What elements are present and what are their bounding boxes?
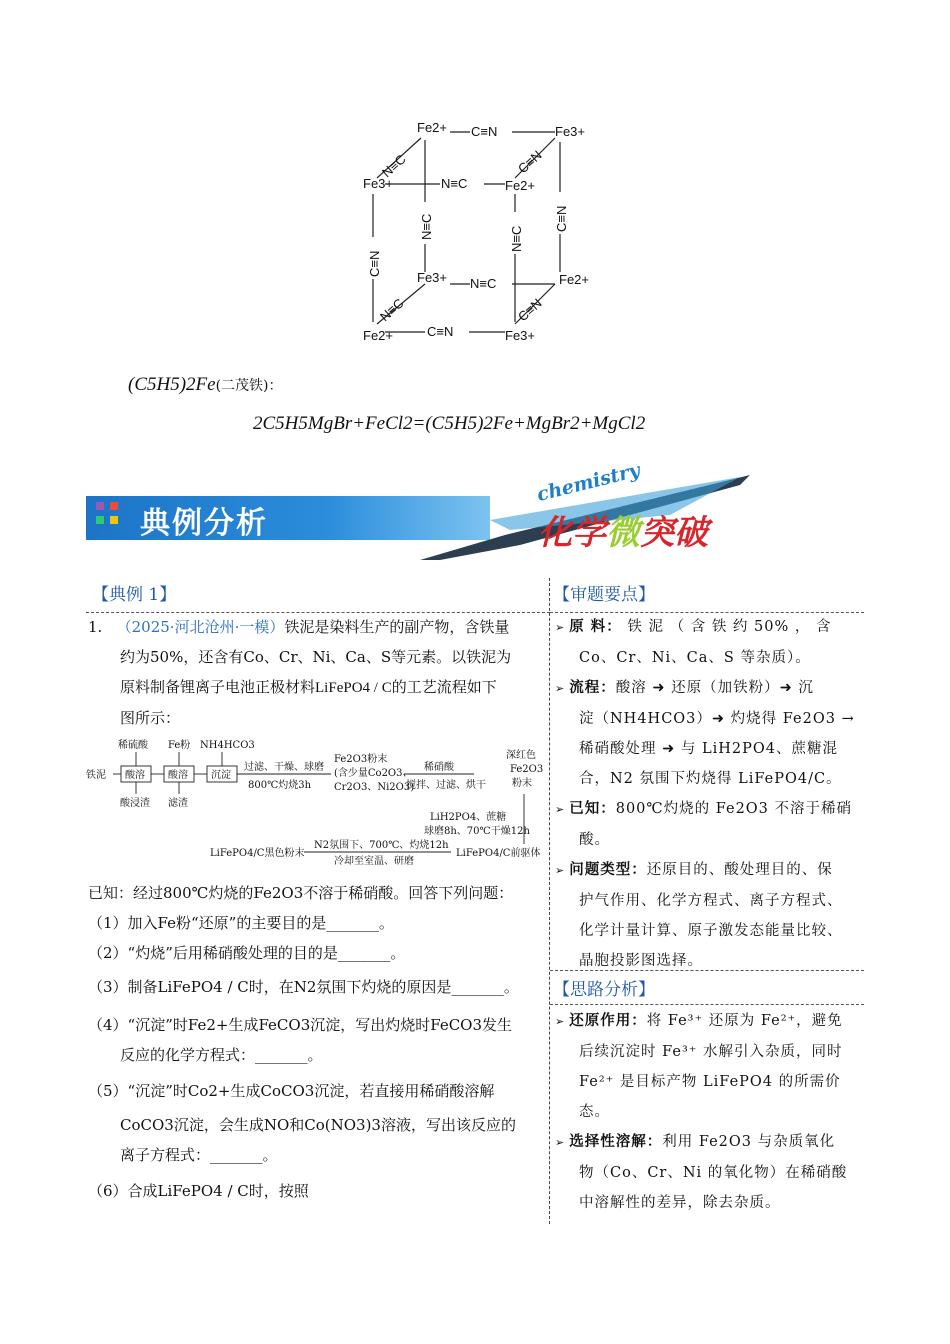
right-section-header-analysis: 【思路分析】: [553, 980, 655, 1000]
flow-reagent: Fe粉: [168, 740, 191, 751]
point-key: 已知：: [569, 800, 616, 817]
flow-step: 800℃灼烧3h: [248, 780, 312, 791]
question-item: （2）“灼烧”后用稀硝酸处理的目的是_______。: [88, 944, 406, 962]
flow-precursor: LiFePO4/C前驱体: [456, 848, 541, 859]
point-text: Co、Cr、Ni、Ca、S 等杂质）。: [579, 650, 811, 666]
question-text: 约为50%，还含有Co、Cr、Ni、Ca、S等元素。以铁泥为: [120, 648, 512, 666]
point-text: 还原目的、酸处理目的、保: [646, 862, 833, 878]
point-text: 化学计量计算、原子激发态能量比较、: [579, 923, 843, 939]
point-text: 800℃灼烧的 Fe2O3 不溶于稀硝: [615, 801, 853, 817]
point-key: 选择性溶解：: [569, 1133, 663, 1150]
flow-final-product: LiFePO4/C黑色粉末: [210, 848, 305, 859]
point-text: 态。: [579, 1104, 610, 1120]
point-text: 晶胞投影图选择。: [579, 953, 703, 969]
banner-square-icon: [110, 516, 118, 524]
flow-product: (含少量Co2O3、: [334, 768, 413, 779]
prussian-blue-cube-diagram: [355, 112, 600, 352]
ferrocene-name: (二茂铁)：: [215, 378, 283, 394]
arrow-bullet-icon: ➢: [555, 682, 566, 695]
fe-ion-label: Fe3+: [555, 124, 585, 139]
ferrocene-formula: (C5H5)2Fe: [128, 374, 216, 395]
question-source: （2025·河北沧州·一模）: [116, 618, 285, 636]
point-text: 铁 泥 （ 含 铁 约 50% ， 含: [627, 619, 832, 635]
left-section-header: 【典例 1】: [92, 585, 177, 605]
point-key: 还原作用：: [569, 1012, 647, 1029]
flow-step: 球磨8h、70℃干燥12h: [424, 826, 530, 837]
ligand-diag-top-right: C≡N: [514, 147, 545, 177]
ligand-nc-top-front: N≡C: [441, 176, 468, 191]
flow-waste: 滤渣: [168, 798, 188, 809]
point-text: 酸溶 ➜ 还原（加铁粉）➜ 沉: [615, 680, 814, 696]
flow-step: LiH2PO4、蔗糖: [430, 812, 507, 823]
point-text: 后续沉淀时 Fe³⁺ 水解引入杂质，同时: [579, 1044, 843, 1060]
question-number: 1.: [88, 618, 103, 636]
ligand-diag-bot-left: N≡C: [376, 295, 407, 325]
right-section-header-review: 【审题要点】: [553, 585, 655, 605]
banner-chemistry-word: chemistry: [534, 459, 643, 506]
known-condition: 已知：经过800℃灼烧的Fe2O3不溶于稀硝酸。回答下列问题：: [88, 884, 514, 902]
flow-step: 搅拌、过滤、烘干: [406, 780, 486, 791]
question-item: （4）“沉淀”时Fe2+生成FeCO3沉淀，写出灼烧时FeCO3发生: [88, 1016, 513, 1034]
banner-logo: 化学微突破: [538, 513, 708, 553]
question-item: CoCO3沉淀，会生成NO和Co(NO3)3溶液，写出该反应的: [120, 1116, 516, 1134]
ligand-diag-bot-right: C≡N: [514, 295, 545, 325]
arrow-bullet-icon: ➢: [555, 803, 566, 816]
point-text: 物（Co、Cr、Ni 的氧化物）在稀硝酸: [579, 1165, 848, 1181]
question-item: （6）合成LiFePO4 / C时，按照: [88, 1182, 309, 1200]
point-text: 淀（NH4HCO3）➜ 灼烧得 Fe2O3 →: [579, 711, 855, 727]
ferrocene-intro: [128, 374, 283, 396]
question-text: 铁泥是染料生产的副产物，含铁量: [284, 618, 510, 636]
question-text: 的工艺流程如下: [391, 678, 497, 696]
arrow-bullet-icon: ➢: [555, 1015, 566, 1028]
flow-product: Fe2O3粉末: [334, 754, 388, 765]
flow-start: 铁泥: [86, 770, 106, 781]
ligand-cn-bot-front: C≡N: [427, 324, 454, 339]
question-item: （3）制备LiFePO4 / C时，在N2氛围下灼烧的原因是_______。: [88, 978, 519, 996]
flow-box: 酸溶: [168, 770, 188, 781]
flow-product: 粉末: [512, 778, 532, 789]
fe-ion-label: Fe3+: [417, 270, 447, 285]
flow-step: 冷却至室温、研磨: [334, 856, 414, 866]
ligand-cn-top-back: C≡N: [471, 124, 498, 139]
fe-ion-label: Fe2+: [505, 178, 535, 193]
ferrocene-equation: 2C5H5MgBr+FeCl2=(C5H5)2Fe+MgBr2+MgCl2: [253, 413, 646, 434]
flow-reagent: NH4HCO3: [200, 740, 255, 751]
flow-product: Cr2O3、Ni2O3): [334, 782, 415, 793]
flow-waste: 酸浸渣: [120, 798, 150, 809]
divider: [550, 1004, 864, 1005]
banner-square-icon: [96, 502, 104, 510]
point-text: 中溶解性的差异，除去杂质。: [579, 1195, 781, 1211]
flow-step: 稀硝酸: [424, 762, 454, 773]
ligand-nc-bot-back: N≡C: [470, 276, 497, 291]
point-text: Fe²⁺ 是目标产物 LiFePO4 的所需价: [579, 1074, 841, 1090]
fe-ion-label: Fe2+: [559, 272, 589, 287]
ligand-vert-left-front: C≡N: [367, 250, 382, 277]
banner-square-icon: [96, 516, 104, 524]
question-item: （5）“沉淀”时Co2+生成CoCO3沉淀，若直接用稀硝酸溶解: [88, 1082, 495, 1100]
question-text: 原料制备锂离子电池正极材料: [120, 678, 316, 696]
ligand-diag-top-left: N≡C: [378, 151, 409, 181]
point-text: 护气作用、化学方程式、离子方程式、: [579, 893, 843, 909]
question-intro: [88, 612, 548, 733]
fe-ion-label: Fe3+: [363, 176, 393, 191]
question-text: 图所示：: [120, 709, 181, 727]
flow-step: N2氛围下、700℃、灼烧12h: [314, 840, 449, 851]
point-text: 稀硝酸处理 ➜ 与 LiH2PO4、蔗糖混: [579, 741, 838, 757]
flow-product: Fe2O3: [510, 764, 544, 775]
question-item: 离子方程式：_______。: [120, 1146, 278, 1164]
process-flow-chart: [86, 736, 548, 866]
point-text: 合，N2 氛围下灼烧得 LiFePO4/C。: [579, 771, 842, 787]
fe-ion-label: Fe3+: [505, 328, 535, 343]
fe-ion-label: Fe2+: [363, 328, 393, 343]
point-text: 将 Fe³⁺ 还原为 Fe²⁺，避免: [646, 1013, 843, 1029]
flow-step: 过滤、干燥、球磨: [244, 762, 324, 773]
review-points: [555, 612, 865, 976]
point-text: 利用 Fe2O3 与杂质氧化: [662, 1134, 836, 1150]
arrow-bullet-icon: ➢: [555, 1136, 566, 1149]
point-key: 原 料：: [569, 618, 622, 635]
flow-reagent: 稀硫酸: [118, 740, 148, 751]
flow-box: 酸溶: [125, 770, 145, 781]
arrow-bullet-icon: ➢: [555, 864, 566, 877]
point-key: 问题类型：: [569, 861, 647, 878]
ligand-vert-left-back: N≡C: [419, 213, 434, 240]
flow-product: 深红色: [506, 750, 536, 761]
point-key: 流程：: [569, 679, 616, 696]
point-text: 酸。: [579, 832, 610, 848]
divider: [550, 970, 864, 971]
section-title: 典例分析: [140, 506, 268, 541]
formula-lifepo4c: LiFePO4 / C: [315, 680, 392, 696]
analysis-points: [555, 1006, 865, 1218]
flow-box: 沉淀: [211, 770, 231, 781]
fe-ion-label: Fe2+: [417, 120, 447, 135]
ligand-vert-right-back: C≡N: [554, 205, 569, 232]
ligand-vert-right-front: N≡C: [509, 225, 524, 252]
question-list: [88, 878, 550, 1206]
question-item: 反应的化学方程式：_______。: [120, 1046, 323, 1064]
banner-square-icon: [110, 502, 118, 510]
arrow-bullet-icon: ➢: [555, 621, 566, 634]
question-item: （1）加入Fe粉“还原”的主要目的是_______。: [88, 914, 394, 932]
